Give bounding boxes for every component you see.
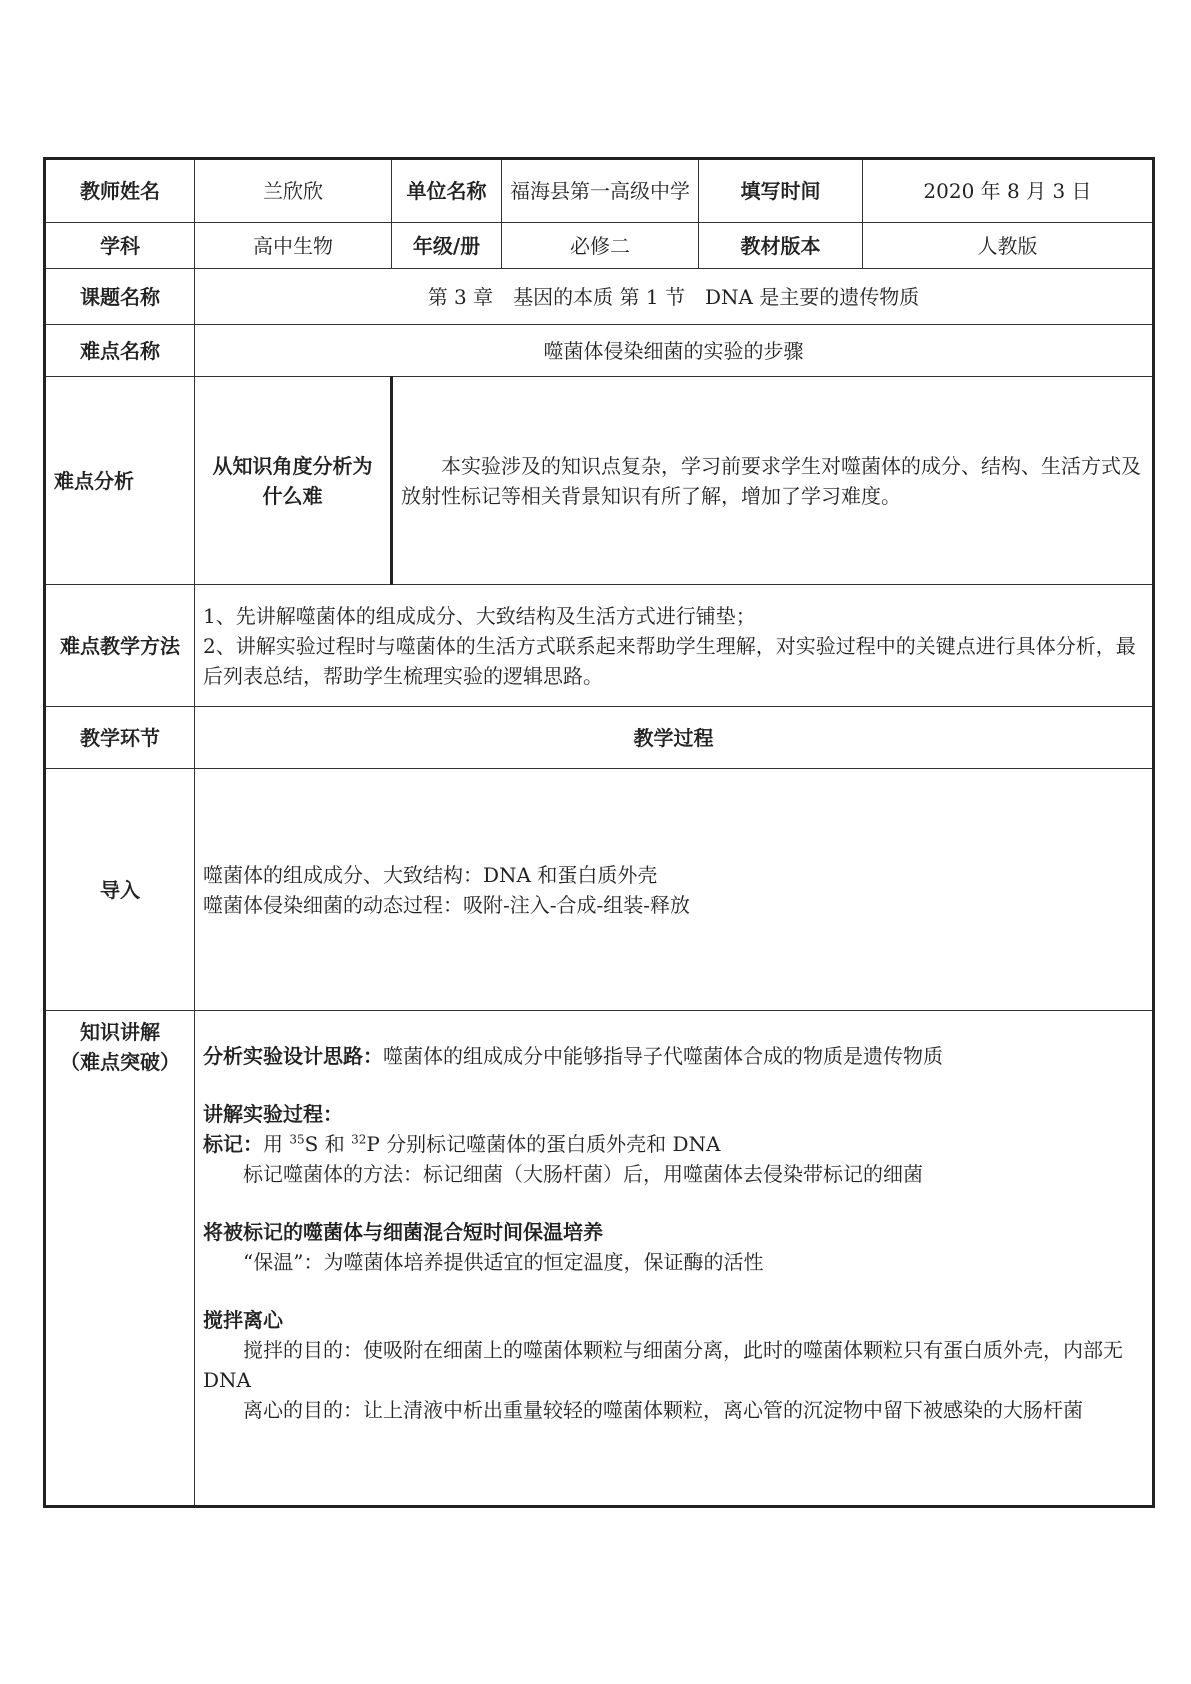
row-knowledge <box>45 1011 1154 1507</box>
teacher-value: 兰欣欣 <box>195 159 392 223</box>
process-title: 讲解实验过程： <box>203 1102 343 1126</box>
label-text-c: P 分别标记噬菌体的蛋白质外壳和 DNA <box>366 1132 721 1156</box>
grade-value: 必修二 <box>502 223 699 269</box>
design-text: 噬菌体的组成成分中能够指导子代噬菌体合成的物质是遗传物质 <box>383 1044 943 1068</box>
method-label: 难点教学方法 <box>45 585 195 707</box>
topic-value: 第 3 章 基因的本质 第 1 节 DNA 是主要的遗传物质 <box>195 269 1154 325</box>
topic-label: 课题名称 <box>45 269 195 325</box>
row-subject <box>45 223 1154 269</box>
analysis-sub-label: 从知识角度分析为什么难 <box>195 377 392 585</box>
method-text-cell <box>195 585 1154 707</box>
process-header: 教学过程 <box>195 707 1154 769</box>
intro-text-cell <box>195 769 1154 1011</box>
date-value: 2020 年 8 月 3 日 <box>863 159 1154 223</box>
difficulty-value: 噬菌体侵染细菌的实验的步骤 <box>195 325 1154 377</box>
mix-text: “保温”：为噬菌体培养提供适宜的恒定温度，保证酶的活性 <box>243 1250 764 1274</box>
row-process-header <box>45 707 1154 769</box>
edition-value: 人教版 <box>863 223 1154 269</box>
intro-label: 导入 <box>45 769 195 1011</box>
design-title: 分析实验设计思路： <box>203 1044 383 1068</box>
stir-text: 搅拌的目的：使吸附在细菌上的噬菌体颗粒与细菌分离，此时的噬菌体颗粒只有蛋白质外壳，内部无 DNA <box>203 1338 1123 1392</box>
lesson-form <box>43 157 1152 1508</box>
lesson-table <box>43 157 1155 1508</box>
isotope-35: 35 <box>289 1132 305 1147</box>
row-teacher <box>45 159 1154 223</box>
date-label: 填写时间 <box>699 159 863 223</box>
row-analysis <box>45 377 1154 585</box>
mix-title: 将被标记的噬菌体与细菌混合短时间保温培养 <box>203 1220 603 1244</box>
method-line-1: 1、先讲解噬菌体的组成成分、大致结构及生活方式进行铺垫； <box>203 603 756 628</box>
knowledge-content <box>195 1011 1154 1507</box>
row-difficulty <box>45 325 1154 377</box>
analysis-label: 难点分析 <box>45 377 195 585</box>
intro-line-1: 噬菌体的组成成分、大致结构：DNA 和蛋白质外壳 <box>203 862 658 887</box>
subject-label: 学科 <box>45 223 195 269</box>
centrifuge-text: 离心的目的：让上清液中析出重量较轻的噬菌体颗粒，离心管的沉淀物中留下被感染的大肠杆菌 <box>243 1398 1083 1422</box>
knowledge-label-line-2: （难点突破） <box>60 1050 180 1074</box>
knowledge-label-line-1: 知识讲解 <box>80 1020 160 1044</box>
analysis-text: 本实验涉及的知识点复杂，学习前要求学生对噬菌体的成分、结构、生活方式及放射性标记等相关背景知识有所了解，增加了学习难度。 <box>401 453 1141 508</box>
stir-title: 搅拌离心 <box>203 1308 283 1332</box>
unit-value: 福海县第一高级中学 <box>502 159 699 223</box>
label-method: 标记噬菌体的方法：标记细菌（大肠杆菌）后，用噬菌体去侵染带标记的细菌 <box>243 1162 923 1186</box>
unit-label: 单位名称 <box>392 159 502 223</box>
row-topic <box>45 269 1154 325</box>
subject-value: 高中生物 <box>195 223 392 269</box>
stage-header: 教学环节 <box>45 707 195 769</box>
label-title: 标记： <box>203 1132 263 1156</box>
label-text-a: 用 <box>263 1132 290 1156</box>
edition-label: 教材版本 <box>699 223 863 269</box>
row-method <box>45 585 1154 707</box>
method-line-2: 2、讲解实验过程时与噬菌体的生活方式联系起来帮助学生理解，对实验过程中的关键点进行具体分析，最后列表总结，帮助学生梳理实验的逻辑思路。 <box>203 633 1136 688</box>
teacher-label: 教师姓名 <box>45 159 195 223</box>
row-intro <box>45 769 1154 1011</box>
label-line <box>203 1129 1144 1159</box>
difficulty-label: 难点名称 <box>45 325 195 377</box>
knowledge-label-cell <box>45 1011 195 1507</box>
isotope-32: 32 <box>351 1132 367 1147</box>
analysis-text-cell <box>392 377 1154 585</box>
grade-label: 年级/册 <box>392 223 502 269</box>
label-text-b: S 和 <box>304 1132 352 1156</box>
intro-line-2: 噬菌体侵染细菌的动态过程：吸附-注入-合成-组装-释放 <box>203 892 691 917</box>
